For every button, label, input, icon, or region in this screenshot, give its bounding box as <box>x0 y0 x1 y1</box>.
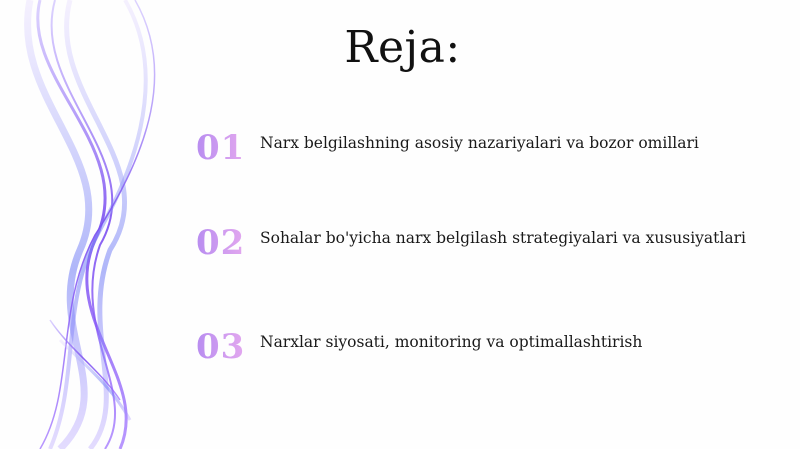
agenda-item-1 <box>196 128 786 172</box>
agenda-item-number: 03 <box>196 327 246 367</box>
agenda-item-text: Narxlar siyosati, monitoring va optimallashtirish <box>260 333 643 351</box>
agenda-item-2 <box>196 223 786 267</box>
agenda-item-3 <box>196 327 786 371</box>
slide-title <box>0 22 800 73</box>
agenda-item-text: Narx belgilashning asosiy nazariyalari va bozor omillari <box>260 134 699 152</box>
slide-title-text: Reja: <box>344 22 461 73</box>
agenda-item-text: Sohalar bo'yicha narx belgilash strategiyalari va xususiyatlari <box>260 229 746 247</box>
agenda-item-number: 02 <box>196 223 246 263</box>
agenda-item-number: 01 <box>196 128 246 168</box>
